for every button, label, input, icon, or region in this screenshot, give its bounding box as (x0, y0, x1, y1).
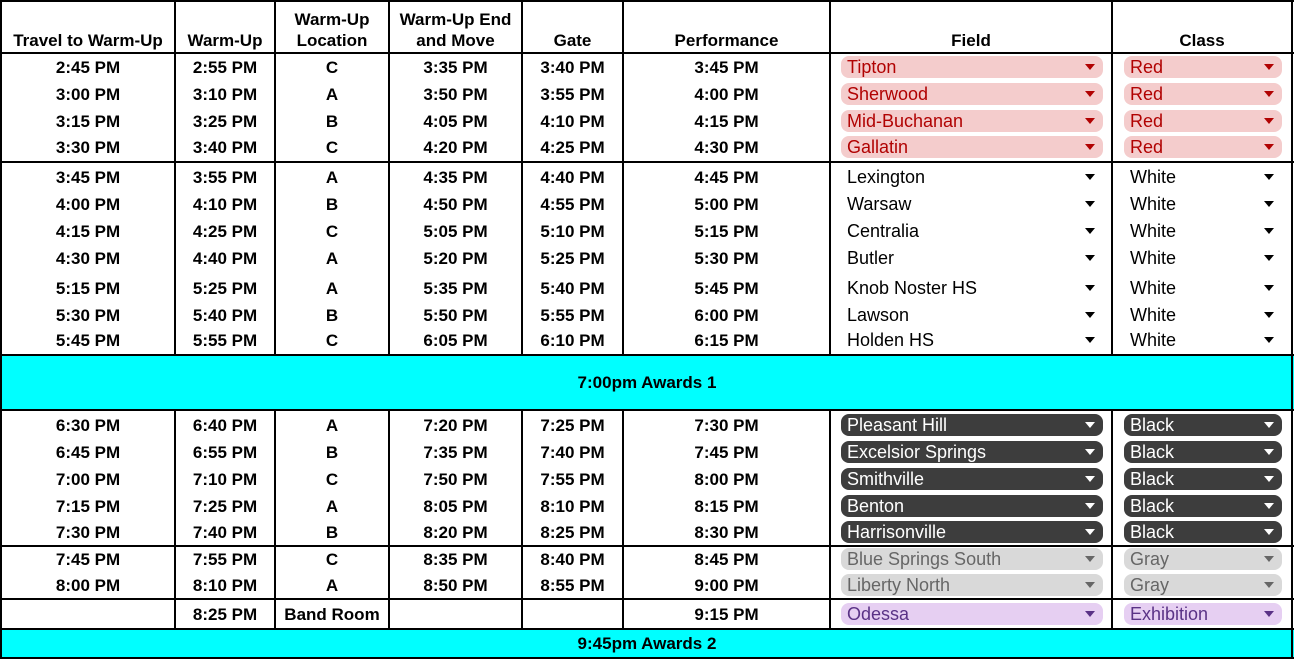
warmup-location: C (325, 469, 339, 489)
class-dropdown[interactable] (1124, 414, 1282, 436)
grid-line (1291, 0, 1293, 659)
class-dropdown-label: Black (1130, 495, 1175, 516)
field-dropdown-label: Blue Springs South (847, 548, 1002, 569)
warmup-end-time: 3:35 PM (423, 57, 488, 77)
dropdown-arrow-icon[interactable] (1085, 228, 1095, 234)
gate-time: 6:10 PM (540, 330, 605, 350)
table-row (0, 245, 1294, 272)
column-header: Class (1179, 31, 1225, 50)
warmup-end-time: 8:20 PM (423, 522, 488, 542)
field-dropdown[interactable] (841, 136, 1103, 158)
field-dropdown-label: Centralia (847, 220, 920, 241)
gate-time: 3:40 PM (540, 57, 605, 77)
table-row (0, 519, 1294, 546)
dropdown-arrow-icon[interactable] (1264, 582, 1274, 588)
gate-time (522, 601, 623, 628)
dropdown-arrow-icon[interactable] (1085, 144, 1095, 150)
warmup-end-time (389, 601, 522, 628)
class-dropdown[interactable] (1124, 277, 1282, 299)
awards-banner: 9:45pm Awards 2 (0, 630, 1294, 657)
table-row (0, 134, 1294, 161)
table-row (0, 302, 1294, 329)
gate-time: 7:55 PM (540, 469, 605, 489)
travel-time: 7:15 PM (55, 496, 121, 516)
warmup-end-time: 5:20 PM (423, 248, 488, 268)
dropdown-arrow-icon[interactable] (1264, 529, 1274, 535)
travel-time: 7:30 PM (55, 522, 121, 542)
gate-time: 4:55 PM (540, 194, 605, 214)
warmup-time: 8:25 PM (192, 604, 258, 624)
travel-time: 7:00 PM (55, 469, 121, 489)
performance-time: 4:30 PM (694, 137, 759, 157)
dropdown-arrow-icon[interactable] (1264, 201, 1274, 207)
warmup-end-time: 4:35 PM (423, 167, 488, 187)
field-dropdown-label: Knob Noster HS (847, 277, 978, 298)
dropdown-arrow-icon[interactable] (1085, 582, 1095, 588)
column-header: Warm-Up (187, 31, 263, 50)
gate-time: 8:40 PM (540, 549, 605, 569)
warmup-location: C (325, 137, 339, 157)
field-dropdown[interactable] (841, 548, 1103, 570)
warmup-end-time: 6:05 PM (423, 330, 488, 350)
field-dropdown[interactable] (841, 277, 1103, 299)
table-row (0, 412, 1294, 439)
warmup-end-time: 7:35 PM (423, 442, 488, 462)
warmup-end-time: 5:50 PM (423, 305, 488, 325)
table-row (0, 218, 1294, 245)
class-dropdown[interactable] (1124, 110, 1282, 132)
dropdown-arrow-icon[interactable] (1264, 144, 1274, 150)
class-dropdown-label: White (1130, 304, 1177, 325)
awards-banner: 7:00pm Awards 1 (0, 356, 1294, 410)
field-dropdown-label: Lexington (847, 166, 926, 187)
class-dropdown-label: Gray (1130, 574, 1170, 595)
grid-line (0, 628, 1294, 630)
warmup-end-time: 8:35 PM (423, 549, 488, 569)
grid-line (0, 354, 1294, 356)
warmup-end-time: 7:20 PM (423, 415, 488, 435)
travel-time (1, 601, 175, 628)
field-dropdown[interactable] (841, 247, 1103, 269)
travel-time: 3:00 PM (55, 84, 121, 104)
travel-time: 8:00 PM (55, 575, 121, 595)
performance-time: 8:00 PM (694, 469, 759, 489)
dropdown-arrow-icon[interactable] (1264, 118, 1274, 124)
table-row (0, 546, 1294, 573)
dropdown-arrow-icon[interactable] (1264, 611, 1274, 617)
performance-time: 4:00 PM (694, 84, 759, 104)
warmup-location: A (325, 575, 339, 595)
travel-time: 3:15 PM (55, 111, 121, 131)
field-dropdown[interactable] (841, 574, 1103, 596)
class-dropdown-label: White (1130, 329, 1177, 350)
travel-time: 4:00 PM (55, 194, 121, 214)
warmup-end-time: 4:05 PM (423, 111, 488, 131)
travel-time: 6:45 PM (55, 442, 121, 462)
grid-line (0, 657, 1294, 659)
warmup-end-time: 5:05 PM (423, 221, 488, 241)
grid-line (0, 161, 1294, 163)
gate-time: 4:25 PM (540, 137, 605, 157)
grid-line (388, 409, 390, 630)
dropdown-arrow-icon[interactable] (1085, 337, 1095, 343)
table-row (0, 275, 1294, 302)
field-dropdown-label: Butler (847, 247, 895, 268)
class-dropdown-label: Red (1130, 136, 1164, 157)
table-row (0, 327, 1294, 354)
field-dropdown[interactable] (841, 603, 1103, 625)
performance-time: 7:30 PM (694, 415, 759, 435)
field-dropdown-label: Smithville (847, 468, 925, 489)
travel-time: 5:15 PM (55, 278, 121, 298)
warmup-time: 3:40 PM (192, 137, 258, 157)
field-dropdown[interactable] (841, 220, 1103, 242)
grid-line (0, 0, 1294, 2)
warmup-location: A (325, 167, 339, 187)
dropdown-arrow-icon[interactable] (1264, 422, 1274, 428)
field-dropdown[interactable] (841, 521, 1103, 543)
dropdown-arrow-icon[interactable] (1264, 285, 1274, 291)
grid-line (0, 545, 1294, 547)
warmup-location: B (325, 522, 339, 542)
warmup-time: 5:40 PM (192, 305, 258, 325)
field-dropdown-label: Benton (847, 495, 905, 516)
gate-time: 3:55 PM (540, 84, 605, 104)
class-dropdown[interactable] (1124, 468, 1282, 490)
dropdown-arrow-icon[interactable] (1264, 449, 1274, 455)
gate-time: 4:40 PM (540, 167, 605, 187)
warmup-time: 3:55 PM (192, 167, 258, 187)
grid-line (0, 598, 1294, 600)
dropdown-arrow-icon[interactable] (1085, 312, 1095, 318)
field-dropdown[interactable] (841, 441, 1103, 463)
warmup-location: Band Room (284, 604, 380, 624)
field-dropdown-label: Holden HS (847, 329, 935, 350)
travel-time: 3:30 PM (55, 137, 121, 157)
performance-time: 5:00 PM (694, 194, 759, 214)
table-row (0, 81, 1294, 108)
travel-time: 4:30 PM (55, 248, 121, 268)
grid-line (829, 409, 831, 630)
class-dropdown-label: Black (1130, 414, 1175, 435)
warmup-end-time: 3:50 PM (423, 84, 488, 104)
dropdown-arrow-icon[interactable] (1264, 64, 1274, 70)
class-dropdown[interactable] (1124, 329, 1282, 351)
field-dropdown-label: Pleasant Hill (847, 414, 948, 435)
dropdown-arrow-icon[interactable] (1264, 91, 1274, 97)
warmup-end-time: 7:50 PM (423, 469, 488, 489)
grid-line (388, 0, 390, 356)
grid-line (622, 0, 624, 356)
grid-line (1111, 0, 1113, 356)
table-row (0, 493, 1294, 520)
field-dropdown-label: Tipton (847, 56, 897, 77)
warmup-location: B (325, 305, 339, 325)
field-dropdown[interactable] (841, 329, 1103, 351)
warmup-time: 7:25 PM (192, 496, 258, 516)
field-dropdown-label: Lawson (847, 304, 910, 325)
class-dropdown[interactable] (1124, 247, 1282, 269)
field-dropdown[interactable] (841, 83, 1103, 105)
column-header: Travel to Warm-Up (13, 31, 163, 50)
grid-line (829, 0, 831, 356)
warmup-location: C (325, 221, 339, 241)
dropdown-arrow-icon[interactable] (1264, 503, 1274, 509)
performance-time: 5:45 PM (694, 278, 759, 298)
warmup-time: 6:55 PM (192, 442, 258, 462)
warmup-location: B (325, 194, 339, 214)
dropdown-arrow-icon[interactable] (1085, 476, 1095, 482)
warmup-location: C (325, 549, 339, 569)
warmup-location: A (325, 248, 339, 268)
class-dropdown-label: White (1130, 220, 1177, 241)
class-dropdown-label: Black (1130, 441, 1175, 462)
table-row (0, 191, 1294, 218)
gate-time: 5:55 PM (540, 305, 605, 325)
performance-time: 8:15 PM (694, 496, 759, 516)
dropdown-arrow-icon[interactable] (1264, 312, 1274, 318)
warmup-time: 5:55 PM (192, 330, 258, 350)
warmup-location: C (325, 57, 339, 77)
field-dropdown-label: Odessa (847, 603, 910, 624)
dropdown-arrow-icon[interactable] (1264, 255, 1274, 261)
warmup-time: 7:55 PM (192, 549, 258, 569)
dropdown-arrow-icon[interactable] (1085, 174, 1095, 180)
dropdown-arrow-icon[interactable] (1085, 611, 1095, 617)
warmup-time: 8:10 PM (192, 575, 258, 595)
dropdown-arrow-icon[interactable] (1085, 422, 1095, 428)
dropdown-arrow-icon[interactable] (1085, 449, 1095, 455)
dropdown-arrow-icon[interactable] (1085, 285, 1095, 291)
class-dropdown[interactable] (1124, 495, 1282, 517)
field-dropdown-label: Harrisonville (847, 521, 947, 542)
gate-time: 5:10 PM (540, 221, 605, 241)
grid-line (521, 0, 523, 356)
field-dropdown-label: Warsaw (847, 193, 912, 214)
warmup-time: 7:40 PM (192, 522, 258, 542)
grid-line (521, 409, 523, 630)
warmup-time: 7:10 PM (192, 469, 258, 489)
performance-time: 3:45 PM (694, 57, 759, 77)
class-dropdown[interactable] (1124, 193, 1282, 215)
warmup-location: B (325, 442, 339, 462)
column-header: Warm-Up Location (294, 10, 370, 50)
field-dropdown[interactable] (841, 304, 1103, 326)
table-row (0, 572, 1294, 599)
class-dropdown-label: Black (1130, 468, 1175, 489)
dropdown-arrow-icon[interactable] (1085, 64, 1095, 70)
table-row (0, 466, 1294, 493)
dropdown-arrow-icon[interactable] (1085, 503, 1095, 509)
class-dropdown[interactable] (1124, 136, 1282, 158)
gate-time: 8:25 PM (540, 522, 605, 542)
dropdown-arrow-icon[interactable] (1085, 118, 1095, 124)
class-dropdown-label: Exhibition (1130, 603, 1209, 624)
field-dropdown-label: Sherwood (847, 83, 929, 104)
travel-time: 6:30 PM (55, 415, 121, 435)
table-row (0, 439, 1294, 466)
class-dropdown[interactable] (1124, 574, 1282, 596)
class-dropdown[interactable] (1124, 521, 1282, 543)
class-dropdown[interactable] (1124, 83, 1282, 105)
dropdown-arrow-icon[interactable] (1264, 174, 1274, 180)
warmup-time: 5:25 PM (192, 278, 258, 298)
gate-time: 5:25 PM (540, 248, 605, 268)
field-dropdown[interactable] (841, 414, 1103, 436)
warmup-location: C (325, 330, 339, 350)
grid-line (0, 52, 1294, 54)
warmup-time: 4:40 PM (192, 248, 258, 268)
class-dropdown[interactable] (1124, 56, 1282, 78)
gate-time: 7:25 PM (540, 415, 605, 435)
travel-time: 5:30 PM (55, 305, 121, 325)
field-dropdown[interactable] (841, 110, 1103, 132)
warmup-location: A (325, 84, 339, 104)
warmup-end-time: 4:20 PM (423, 137, 488, 157)
dropdown-arrow-icon[interactable] (1085, 529, 1095, 535)
travel-time: 4:15 PM (55, 221, 121, 241)
warmup-location: B (325, 111, 339, 131)
warmup-location: A (325, 415, 339, 435)
dropdown-arrow-icon[interactable] (1085, 556, 1095, 562)
field-dropdown[interactable] (841, 495, 1103, 517)
field-dropdown-label: Gallatin (847, 136, 909, 157)
performance-time: 6:00 PM (694, 305, 759, 325)
field-dropdown[interactable] (841, 468, 1103, 490)
grid-line (622, 409, 624, 630)
field-dropdown[interactable] (841, 193, 1103, 215)
gate-time: 7:40 PM (540, 442, 605, 462)
class-dropdown-label: Gray (1130, 548, 1170, 569)
table-row (0, 54, 1294, 81)
dropdown-arrow-icon[interactable] (1264, 476, 1274, 482)
class-dropdown-label: Red (1130, 110, 1164, 131)
performance-time: 6:15 PM (694, 330, 759, 350)
travel-time: 2:45 PM (55, 57, 121, 77)
class-dropdown[interactable] (1124, 166, 1282, 188)
performance-time: 8:45 PM (694, 549, 759, 569)
class-dropdown-label: Red (1130, 56, 1164, 77)
grid-line (0, 409, 1294, 411)
warmup-end-time: 8:50 PM (423, 575, 488, 595)
field-dropdown-label: Liberty North (847, 574, 951, 595)
warmup-location: A (325, 496, 339, 516)
warmup-time: 4:25 PM (192, 221, 258, 241)
warmup-end-time: 5:35 PM (423, 278, 488, 298)
warmup-time: 3:10 PM (192, 84, 258, 104)
performance-time: 5:30 PM (694, 248, 759, 268)
travel-time: 7:45 PM (55, 549, 121, 569)
field-dropdown-label: Excelsior Springs (847, 441, 987, 462)
class-dropdown-label: Red (1130, 83, 1164, 104)
grid-line (274, 0, 276, 356)
class-dropdown[interactable] (1124, 603, 1282, 625)
gate-time: 8:55 PM (540, 575, 605, 595)
class-dropdown-label: White (1130, 166, 1177, 187)
travel-time: 5:45 PM (55, 330, 121, 350)
field-dropdown[interactable] (841, 56, 1103, 78)
dropdown-arrow-icon[interactable] (1085, 201, 1095, 207)
grid-line (174, 409, 176, 630)
dropdown-arrow-icon[interactable] (1264, 228, 1274, 234)
grid-line (274, 409, 276, 630)
class-dropdown-label: White (1130, 193, 1177, 214)
performance-time: 9:00 PM (694, 575, 759, 595)
dropdown-arrow-icon[interactable] (1085, 91, 1095, 97)
class-dropdown[interactable] (1124, 220, 1282, 242)
gate-time: 5:40 PM (540, 278, 605, 298)
gate-time: 4:10 PM (540, 111, 605, 131)
class-dropdown-label: White (1130, 247, 1177, 268)
grid-line (0, 0, 2, 659)
column-header: Warm-Up End and Move (399, 10, 512, 50)
performance-time: 4:45 PM (694, 167, 759, 187)
class-dropdown[interactable] (1124, 441, 1282, 463)
performance-time: 5:15 PM (694, 221, 759, 241)
field-dropdown[interactable] (841, 166, 1103, 188)
performance-time: 4:15 PM (694, 111, 759, 131)
warmup-time: 6:40 PM (192, 415, 258, 435)
warmup-time: 2:55 PM (192, 57, 258, 77)
grid-line (1111, 409, 1113, 630)
dropdown-arrow-icon[interactable] (1264, 337, 1274, 343)
table-row (0, 108, 1294, 135)
performance-time: 7:45 PM (694, 442, 759, 462)
column-header: Gate (553, 31, 592, 50)
class-dropdown-label: Black (1130, 521, 1175, 542)
performance-time: 8:30 PM (694, 522, 759, 542)
field-dropdown-label: Mid-Buchanan (847, 110, 964, 131)
table-row (0, 601, 1294, 628)
warmup-time: 3:25 PM (192, 111, 258, 131)
gate-time: 8:10 PM (540, 496, 605, 516)
column-header: Field (951, 31, 991, 50)
warmup-end-time: 8:05 PM (423, 496, 488, 516)
warmup-time: 4:10 PM (192, 194, 258, 214)
grid-line (174, 0, 176, 356)
warmup-location: A (325, 278, 339, 298)
warmup-end-time: 4:50 PM (423, 194, 488, 214)
performance-time: 9:15 PM (694, 604, 759, 624)
dropdown-arrow-icon[interactable] (1085, 255, 1095, 261)
dropdown-arrow-icon[interactable] (1264, 556, 1274, 562)
class-dropdown[interactable] (1124, 304, 1282, 326)
class-dropdown[interactable] (1124, 548, 1282, 570)
class-dropdown-label: White (1130, 277, 1177, 298)
table-row (0, 164, 1294, 191)
travel-time: 3:45 PM (55, 167, 121, 187)
column-header: Performance (674, 31, 779, 50)
